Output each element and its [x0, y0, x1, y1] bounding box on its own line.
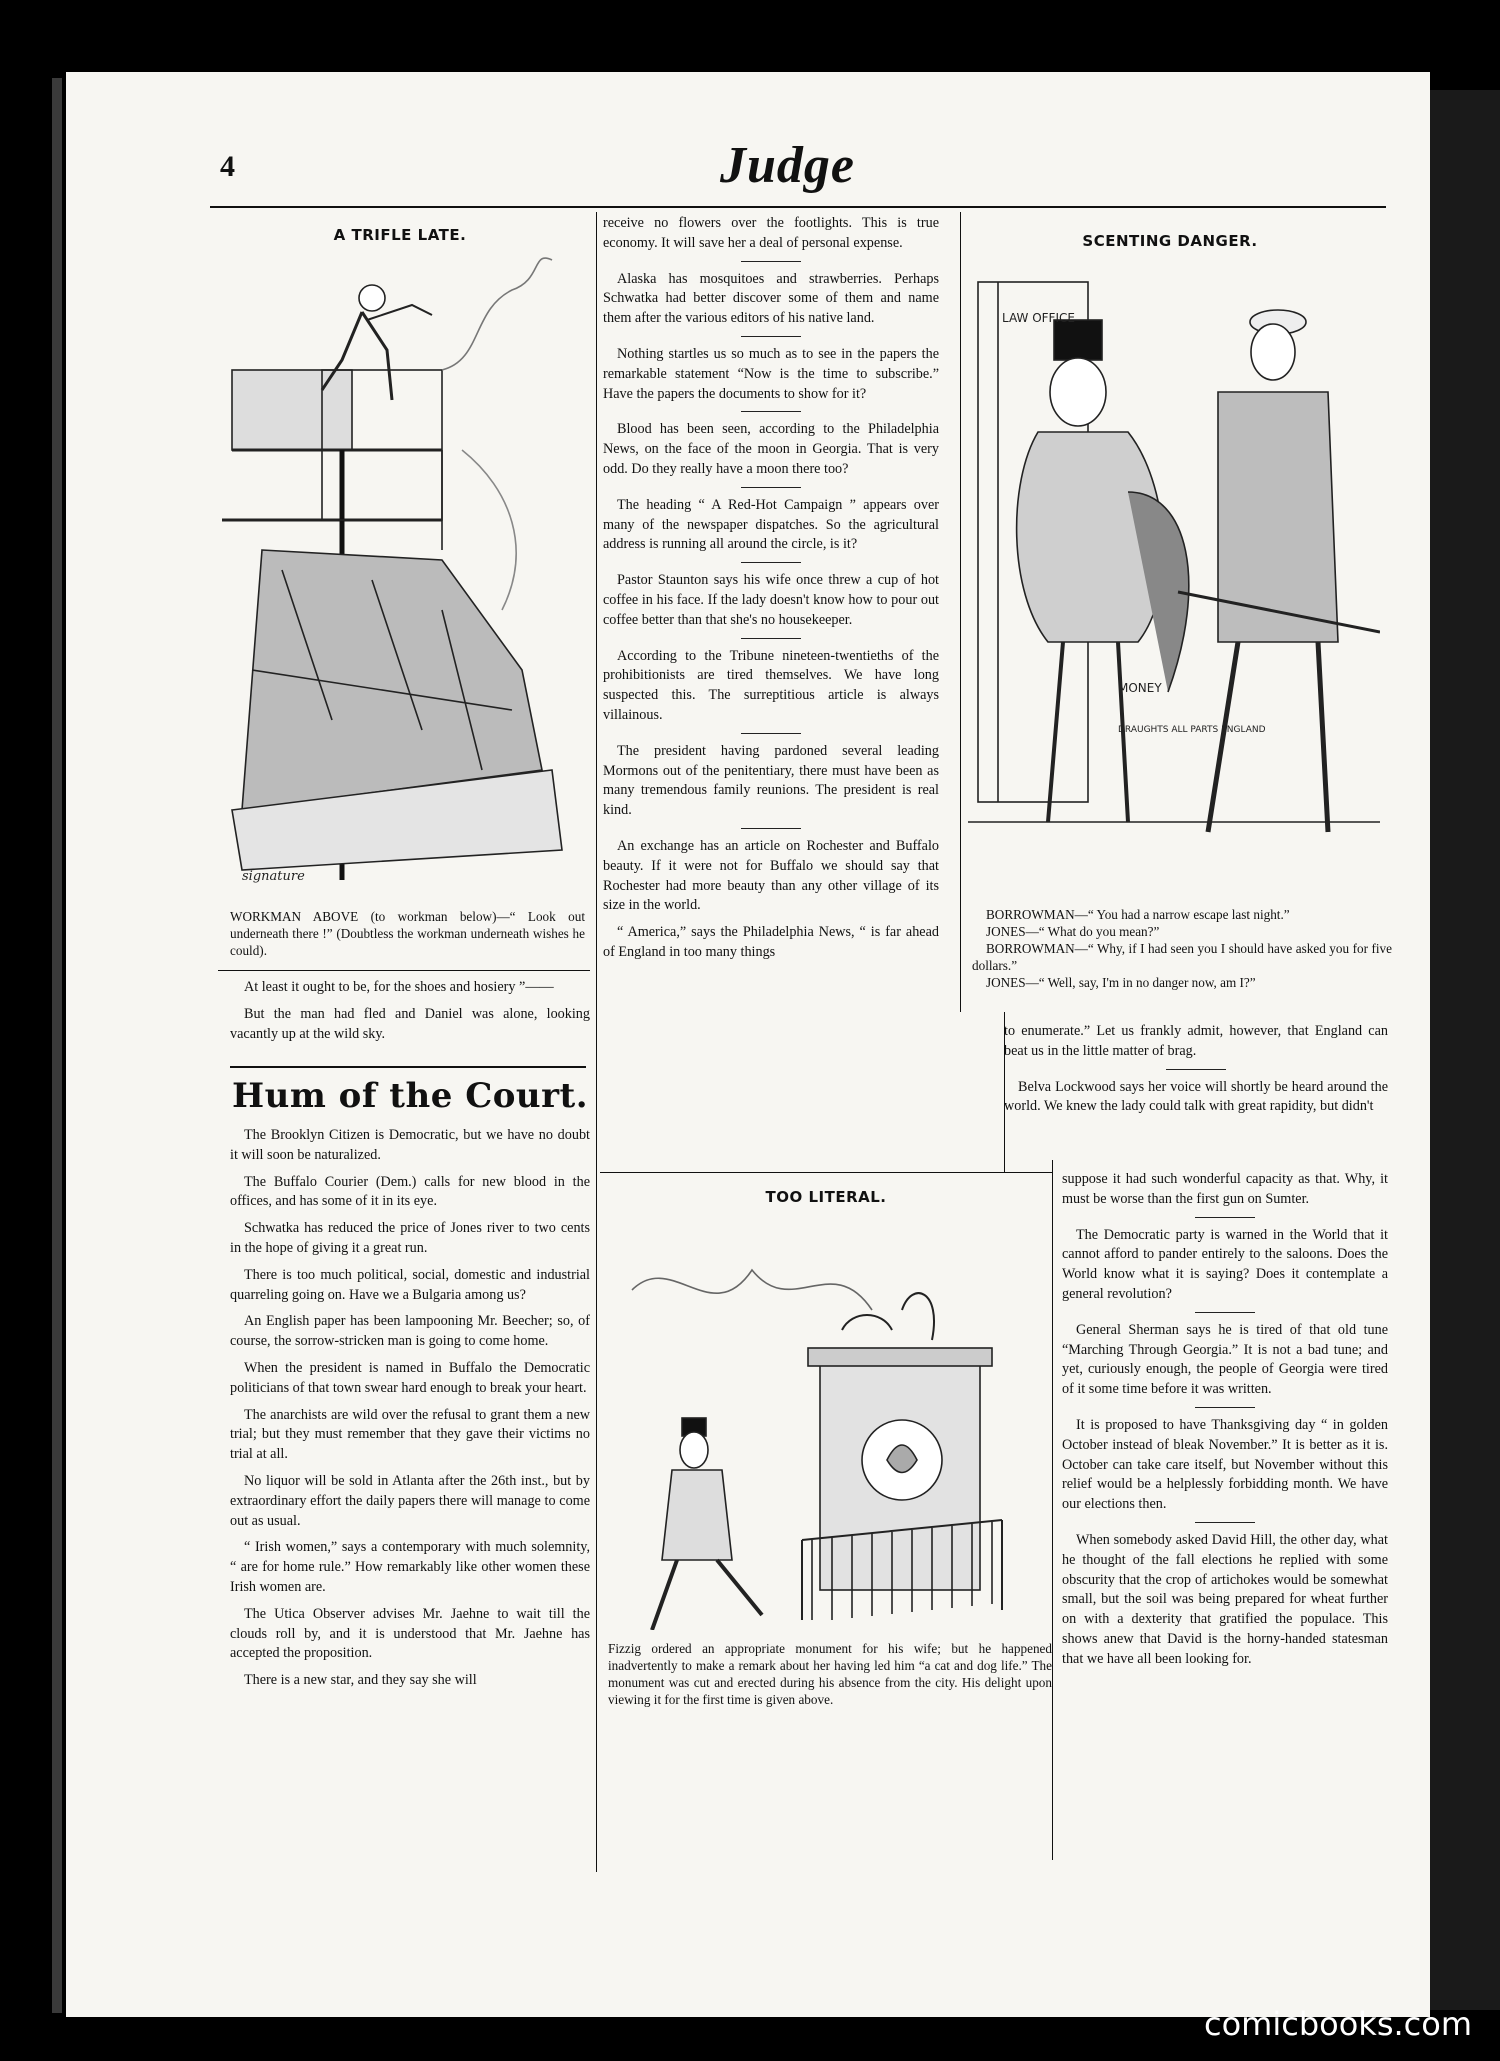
- paragraph: When the president is named in Buffalo the Democratic politicians of that town swear hard enough to break your heart.: [230, 1359, 590, 1396]
- paragraph: The president having pardoned several leading Mormons out of the penitentiary, there must have been as many tremendous family reunions. The president is real kind.: [603, 742, 939, 819]
- paragraph: Belva Lockwood says her voice will shortly be heard around the world. We knew the lady could talk with great rapidity, but didn't: [1004, 1078, 1388, 1115]
- left-column: [230, 1126, 590, 1698]
- cartoon-title-left: A TRIFLE LATE.: [333, 226, 467, 244]
- header-rule: [210, 206, 1386, 208]
- separator: [741, 828, 801, 829]
- svg-text:signature: signature: [242, 869, 305, 884]
- separator: [1195, 1312, 1255, 1313]
- separator: [741, 411, 801, 412]
- sign-law-office: LAW OFFICE: [1002, 311, 1075, 325]
- cartoon-too-literal: [612, 1230, 1048, 1630]
- caption-line: JONES—“ What do you mean?”: [986, 924, 1160, 939]
- book-binding: [52, 78, 62, 2013]
- cartoon-title-center: TOO LITERAL.: [765, 1188, 887, 1206]
- watermark: comicbooks.com: [1203, 2005, 1472, 2043]
- paragraph: There is a new star, and they say she will: [244, 1672, 477, 1689]
- right-column: [1062, 1170, 1388, 1677]
- column-rule-1: [596, 212, 597, 1872]
- separator: [1166, 1069, 1226, 1070]
- cartoon-title-right: SCENTING DANGER.: [1082, 232, 1258, 250]
- separator: [741, 261, 801, 262]
- paragraph: An English paper has been lampooning Mr. Beecher; so, of course, the sorrow-stricken man is going to come home.: [230, 1313, 590, 1350]
- paragraph: Pastor Staunton says his wife once threw a cup of hot coffee in his face. If the lady doesn't know how to pour out coffee better than that she's no housekeeper.: [603, 572, 939, 628]
- separator: [741, 562, 801, 563]
- paragraph: According to the Tribune nineteen-twentieths of the prohibitionists are tired themselves. We have long suspected this. The surreptitious article is always villainous.: [603, 647, 939, 723]
- separator: [1195, 1407, 1255, 1408]
- cartoon-caption-right: [972, 906, 1392, 991]
- paragraph: When somebody asked David Hill, the other day, what he thought of the fall elections he replied with some obscurity that the crop of artichokes would be somewhat small, but the soil was being prepared for wheat further on with a dexterity that gratified the populace. This shows anew that David is the horny-handed statesman that we have all been looking for.: [1062, 1531, 1388, 1667]
- paragraph: The Democratic party is warned in the World that it cannot afford to pander entirely to the saloons. Does the World know what it is saying? Does it contemplate a general revolution?: [1062, 1226, 1388, 1302]
- paragraph: Nothing startles us so much as to see in the papers the remarkable statement “Now is the time to subscribe.” Have the papers the documents to show for it?: [603, 345, 939, 402]
- next-page-edge: [1430, 90, 1500, 2010]
- paragraph: There is too much political, social, domestic and industrial quarreling going on. Have we a Bulgaria among us?: [230, 1266, 590, 1303]
- separator: [741, 336, 801, 337]
- column-rule-2: [960, 212, 961, 1012]
- page-number: 4: [220, 150, 235, 183]
- separator: [1195, 1522, 1255, 1523]
- paragraph: receive no flowers over the footlights. This is true economy. It will save her a deal of personal expense.: [603, 215, 939, 251]
- paragraph: The Buffalo Courier (Dem.) calls for new blood in the offices, and has some of it in its eye.: [230, 1173, 590, 1210]
- paragraph: to enumerate.” Let us frankly admit, however, that England can beat us in the little matter of brag.: [1004, 1023, 1388, 1059]
- cartoon-caption-left: WORKMAN ABOVE (to workman below)—“ Look out underneath there !” (Doubtless the workman underneath wishes he could).: [230, 909, 585, 958]
- separator: [741, 487, 801, 488]
- paragraph: An exchange has an article on Rochester and Buffalo beauty. If it were not for Buffalo we should say that Rochester had more beauty than any other village of its size in the world.: [603, 837, 939, 914]
- separator: [1195, 1217, 1255, 1218]
- caption-line: BORROWMAN—“ Why, if I had seen you I should have asked you for five dollars.”: [972, 941, 1392, 973]
- cartoon-scenting-danger: [968, 262, 1380, 882]
- left-column-top: [230, 978, 590, 1051]
- paragraph: “ Irish women,” says a contemporary with much solemnity, “ are for home rule.” How remarkably like other women these Irish women are.: [230, 1539, 590, 1595]
- separator: [741, 733, 801, 734]
- caption-line: JONES—“ Well, say, I'm in no danger now, am I?”: [986, 975, 1256, 990]
- center-cartoon-rule: [600, 1172, 1052, 1173]
- paragraph: No liquor will be sold in Atlanta after the 26th inst., but by extraordinary effort the daily papers there will manage to come out as usual.: [230, 1472, 590, 1529]
- paragraph: It is proposed to have Thanksgiving day “ in golden October instead of bleak November.” It is better as it is. October can take care itself, but November without this relief would be a helplessly forbidding month. We have our elections then.: [1062, 1416, 1388, 1513]
- middle-column: [603, 214, 939, 970]
- paragraph: Alaska has mosquitoes and strawberries. Perhaps Schwatka had better discover some of them and name them after the various editors of his native land.: [603, 270, 939, 327]
- paragraph: “ America,” says the Philadelphia News, “ is far ahead of England in too many things: [603, 924, 939, 960]
- paragraph: The anarchists are wild over the refusal to grant them a new trial; but they must remember that they gave their victims no trial at all.: [230, 1406, 590, 1463]
- paragraph: Blood has been seen, according to the Philadelphia News, on the face of the moon in Georgia. That is very odd. Do they really have a moon there too?: [603, 421, 939, 477]
- paragraph: At least it ought to be, for the shoes and hosiery ”——: [244, 979, 554, 995]
- paragraph: suppose it had such wonderful capacity as that. Why, it must be worse than the first gun on Sumter.: [1062, 1171, 1388, 1207]
- paragraph: The heading “ A Red-Hot Campaign ” appears over many of the newspaper dispatches. So the agricultural address is running all around the circle, is it?: [603, 496, 939, 553]
- paragraph: Schwatka has reduced the price of Jones river to two cents in the hope of giving it a great run.: [230, 1220, 590, 1256]
- cartoon-caption-center: Fizzig ordered an appropriate monument for his wife; but he happened inadvertently to make a remark about her having led him “a cat and dog life.” The monument was cut and erected during his absence from the city. His delight upon viewing it for the first time is given above.: [608, 1641, 1052, 1707]
- paragraph: But the man had fled and Daniel was alone, looking vacantly up at the wild sky.: [230, 1005, 590, 1042]
- paragraph: The Utica Observer advises Mr. Jaehne to wait till the clouds roll by, and it is understood that Mr. Jaehne has accepted the proposition.: [230, 1605, 590, 1662]
- sign-draughts: DRAUGHTS ALL PARTS ENGLAND: [1118, 725, 1266, 735]
- masthead-logo: Judge: [720, 137, 855, 194]
- column-rule-3: [1052, 1160, 1053, 1860]
- paragraph: General Sherman says he is tired of that old tune “Marching Through Georgia.” It is not a bad tune; and yet, curiously enough, the people of Georgia were tired of it some time before it was written.: [1062, 1321, 1388, 1398]
- separator: [741, 638, 801, 639]
- section-heading: Hum of the Court.: [232, 1076, 589, 1116]
- right-column-top: [1004, 1022, 1388, 1124]
- sign-money: MONEY: [1118, 681, 1162, 695]
- cartoon-a-trifle-late: [222, 250, 582, 890]
- caption-line: BORROWMAN—“ You had a narrow escape last night.”: [986, 907, 1290, 922]
- heading-rule: [230, 1066, 586, 1068]
- paragraph: The Brooklyn Citizen is Democratic, but we have no doubt it will soon be naturalized.: [230, 1127, 590, 1163]
- caption-rule-left: [218, 970, 590, 971]
